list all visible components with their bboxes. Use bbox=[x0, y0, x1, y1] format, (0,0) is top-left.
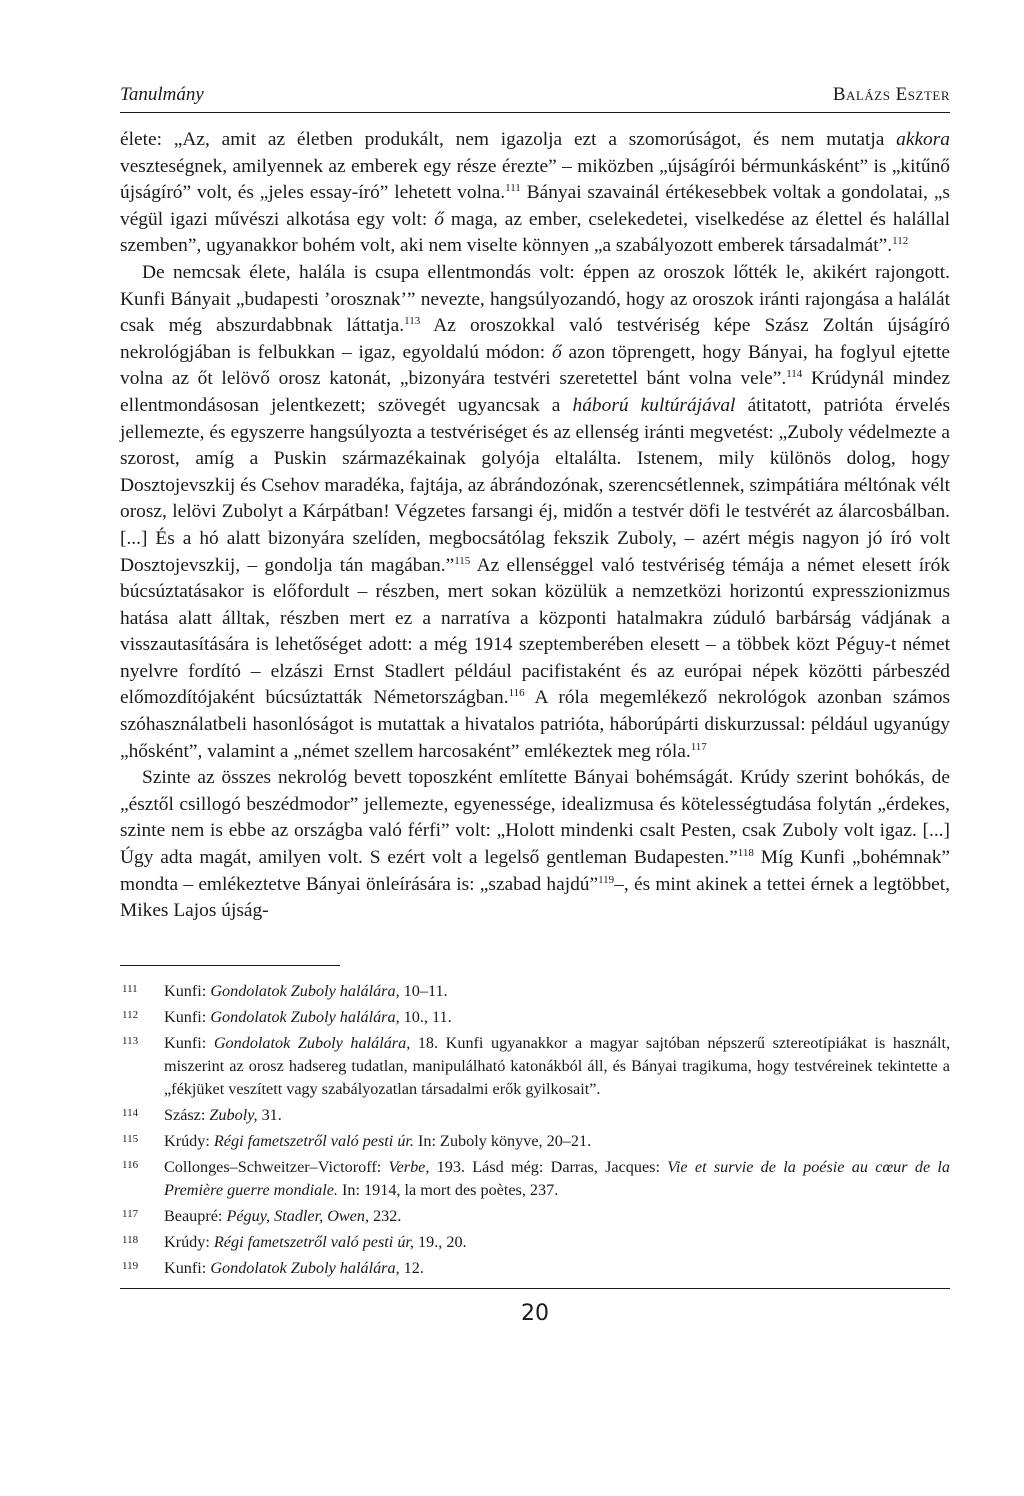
footnote bbox=[120, 1032, 950, 1101]
text-run: Krúdy: bbox=[164, 1232, 214, 1251]
paragraph bbox=[120, 765, 950, 925]
text-run: élete: „Az, amit az életben produkált, nem igazolja ezt a szomorúságot, és nem mutatja bbox=[120, 129, 897, 150]
footnote-ref: 117 bbox=[690, 740, 707, 753]
text-run: 10., 11. bbox=[399, 1007, 452, 1026]
text-run: A róla megemlékező nekrológok azonban számos szóhasználatbeli hasonlóságot is mutattak a hivatalos patrióta, háborúpárti diskurzussal: például ugyanúgy „hősként”, valamint a „német szellem harcosaként” emlékeztek meg róla. bbox=[120, 687, 950, 762]
italic-text: Gondolatok Zuboly halálára, bbox=[210, 1007, 400, 1026]
body-text bbox=[120, 127, 950, 925]
italic-text: Verbe, bbox=[388, 1157, 430, 1176]
footnote bbox=[120, 1156, 950, 1202]
italic-text: ő bbox=[551, 341, 562, 363]
text-run: In: Zuboly könyve, 20–21. bbox=[413, 1131, 592, 1150]
text-run: 10–11. bbox=[399, 981, 448, 1000]
footnote-ref: 119 bbox=[598, 873, 615, 886]
footnote bbox=[120, 1257, 950, 1280]
text-run: 12. bbox=[399, 1258, 424, 1277]
text-run: Collonges–Schweitzer–Victoroff: bbox=[164, 1157, 389, 1176]
text-run: 18. Kunfi ugyanakkor a magyar sajtóban népszerű sztereotípiákat is használt, miszerint az orosz hadsereg tudatlan, manipulálható katonákból áll, és Bányai tragikuma, hogy testvéreinek tekintette a „fékjüket veszített vagy szabályozatlan társadalmi erők gyilkosait”. bbox=[164, 1033, 951, 1098]
text-run: 31. bbox=[257, 1105, 282, 1124]
text-run: In: 1914, la mort des poètes, 237. bbox=[337, 1180, 559, 1199]
footnote-ref: 115 bbox=[454, 554, 471, 567]
footnote-ref: 118 bbox=[737, 847, 754, 860]
footnote-number: 115 bbox=[122, 1132, 139, 1145]
footnote-ref: 116 bbox=[508, 687, 525, 700]
document-page bbox=[120, 78, 950, 1326]
text-run: Krúdy: bbox=[164, 1131, 214, 1150]
footnote bbox=[120, 1231, 950, 1254]
text-run: maga, az ember, cselekedetei, viselkedése az élettel és halállal szemben”, ugyanakkor bohém volt, aki nem viselte könnyen „a szabályozott emberek társadalmát”. bbox=[120, 208, 950, 257]
running-header bbox=[120, 78, 950, 113]
footnote-ref: 113 bbox=[404, 315, 421, 328]
italic-text: Régi fametszetről való pesti úr. bbox=[213, 1131, 414, 1150]
footnote-number: 117 bbox=[122, 1207, 139, 1220]
text-run: De nemcsak élete, halála is csupa ellentmondás volt: éppen az oroszok lőtték le, akikért rajongott. Kunfi Bányait „budapesti ’orosznak’” nevezte, hangsúlyozandó, hogy az oroszok iránti rajongása a halálát csak még abszurdabbnak láttatja. bbox=[120, 261, 950, 337]
footnote-separator bbox=[120, 965, 340, 966]
footnote-number: 114 bbox=[122, 1106, 139, 1119]
footnotes bbox=[120, 980, 950, 1280]
footnote-number: 119 bbox=[122, 1259, 139, 1272]
text-run: átitatott, patrióta érvelés jellemezte, és egyszerre hangsúlyozta a testvériséget és az ellenség iránti megvetést: „Zuboly védelmezte a szorost, amíg a Puskin származékainak golyója eltalálta. Istenem, mily különös dolog, hogy Dosztojevszkij és Csehov maradéka, fajtája, az ábrándozónak, szerencsétlennek, szimpátiára méltónak vélt orosz, lelövi Zubolyt a Kárpátban! Végzetes farsangi éj, midőn a testvér döfi le testvérét az álarcosbálban. [...] És a hó alatt bizonyára szelíden, megbocsátólag fekszik Zuboly, – azért mégis nagyon jó író volt Dosztojevszkij, – gondolja tán magában.” bbox=[120, 394, 950, 576]
footnote-ref: 112 bbox=[892, 235, 909, 248]
italic-text: Vie et survie de la poésie au cœur de la Première guerre mondiale. bbox=[164, 1157, 950, 1199]
page-number: 20 bbox=[521, 1300, 549, 1326]
footnote-number: 111 bbox=[122, 982, 138, 995]
footnote-ref: 111 bbox=[505, 182, 521, 195]
footnote bbox=[120, 1104, 950, 1127]
italic-text: ő bbox=[434, 208, 444, 230]
footnote-ref: 114 bbox=[786, 368, 803, 381]
text-run: Szinte az összes nekrológ bevett toposzként említette Bányai bohémságát. Krúdy szerint bohókás, de „észtől csillogó beszédmodor” jellemezte, egyenessége, idealizmusa és kötelességtudása folytán „érdekes, szinte nem is ebbe az országba való férfi” volt: „Holott mindenki csalt Pesten, csak Zuboly volt igaz. [...] Úgy adta magát, amilyen volt. S ezért volt a legelső gentleman Budapesten.” bbox=[120, 767, 950, 869]
text-run: Beaupré: bbox=[164, 1206, 227, 1225]
text-run: Krúdynál mindez ellentmondásosan jelentkezett; szövegét ugyancsak a bbox=[120, 368, 950, 416]
footnote bbox=[120, 1130, 950, 1153]
section-title: Tanulmány bbox=[120, 84, 204, 105]
text-run: veszteségnek, amilyennek az emberek egy része érezte” – miközben „újságírói bérmunkásként” is „kitűnő újságíró” volt, és „jeles essay-író” lehetett volna. bbox=[120, 155, 950, 204]
text-run: 193. Lásd még: Darras, Jacques: bbox=[429, 1157, 668, 1176]
bottom-rule bbox=[120, 1288, 950, 1289]
text-run: Szász: bbox=[164, 1105, 210, 1124]
text-run: Az oroszokkal való testvériség képe Szász Zoltán újságíró nekrológjában is felbukkan – igaz, egyoldalú módon: bbox=[120, 315, 950, 363]
footnote-number: 113 bbox=[122, 1034, 139, 1047]
italic-text: Péguy, Stadler, Owen, bbox=[226, 1206, 370, 1225]
italic-text: Gondolatok Zuboly halálára, bbox=[210, 1258, 400, 1277]
text-run: –, és mint akinek a tettei érnek a legtöbbet, Mikes Lajos újság- bbox=[120, 873, 950, 922]
text-run: Az ellenséggel való testvériség témája a német elesett írók búcsúztatásakor is előfordult – részben, mert sokan közülük a nemzetközi horizontú expresszionizmus hatása alatt álltak, részben mert ez a narratíva a központi hatalmakra zúduló barbárság vádjának a visszautasítására is lehetőséget adott: a még 1914 szeptemberében elesett – a többek közt Péguy-t német nyelvre fordító – elzászi Ernst Stadlert például pacifistaként és az európai népek közötti párbeszéd előmozdítójaként búcsúztatták Németországban. bbox=[120, 554, 950, 709]
text-run: Kunfi: bbox=[164, 1033, 214, 1052]
text-run: Kunfi: bbox=[164, 1258, 211, 1277]
footnote bbox=[120, 1006, 950, 1029]
footnote bbox=[120, 980, 950, 1003]
text-run: Míg Kunfi „bohémnak” mondta – emlékeztetve Bányai önleírására is: „szabad hajdú” bbox=[120, 847, 951, 895]
italic-text: Régi fametszetről való pesti úr, bbox=[213, 1232, 414, 1251]
footnote bbox=[120, 1205, 950, 1228]
author-name: Balázs Eszter bbox=[832, 84, 950, 105]
italic-text: Gondolatok Zuboly halálára, bbox=[210, 981, 400, 1000]
italic-text: akkora bbox=[896, 129, 950, 150]
footnote-number: 118 bbox=[122, 1233, 139, 1246]
footnote-number: 116 bbox=[122, 1158, 139, 1171]
paragraph bbox=[120, 127, 950, 260]
italic-text: háború kultúrájával bbox=[572, 394, 736, 416]
text-run: Kunfi: bbox=[164, 981, 211, 1000]
text-run: 19., 20. bbox=[413, 1232, 467, 1251]
text-run: Kunfi: bbox=[164, 1007, 211, 1026]
italic-text: Gondolatok Zuboly halálára, bbox=[213, 1033, 411, 1052]
footnote-number: 112 bbox=[122, 1008, 139, 1021]
text-run: Bányai szavainál értékesebbek voltak a gondolatai, „s végül igazi művészi alkotása egy volt: bbox=[120, 182, 950, 230]
italic-text: Zuboly, bbox=[209, 1105, 258, 1124]
text-run: 232. bbox=[369, 1206, 402, 1225]
paragraph bbox=[120, 260, 950, 765]
text-run: azon töprengett, hogy Bányai, ha foglyul ejtette volna az őt lelövő orosz katonát, „bizonyára testvéri szeretettel bánt volna vele”. bbox=[120, 341, 950, 390]
